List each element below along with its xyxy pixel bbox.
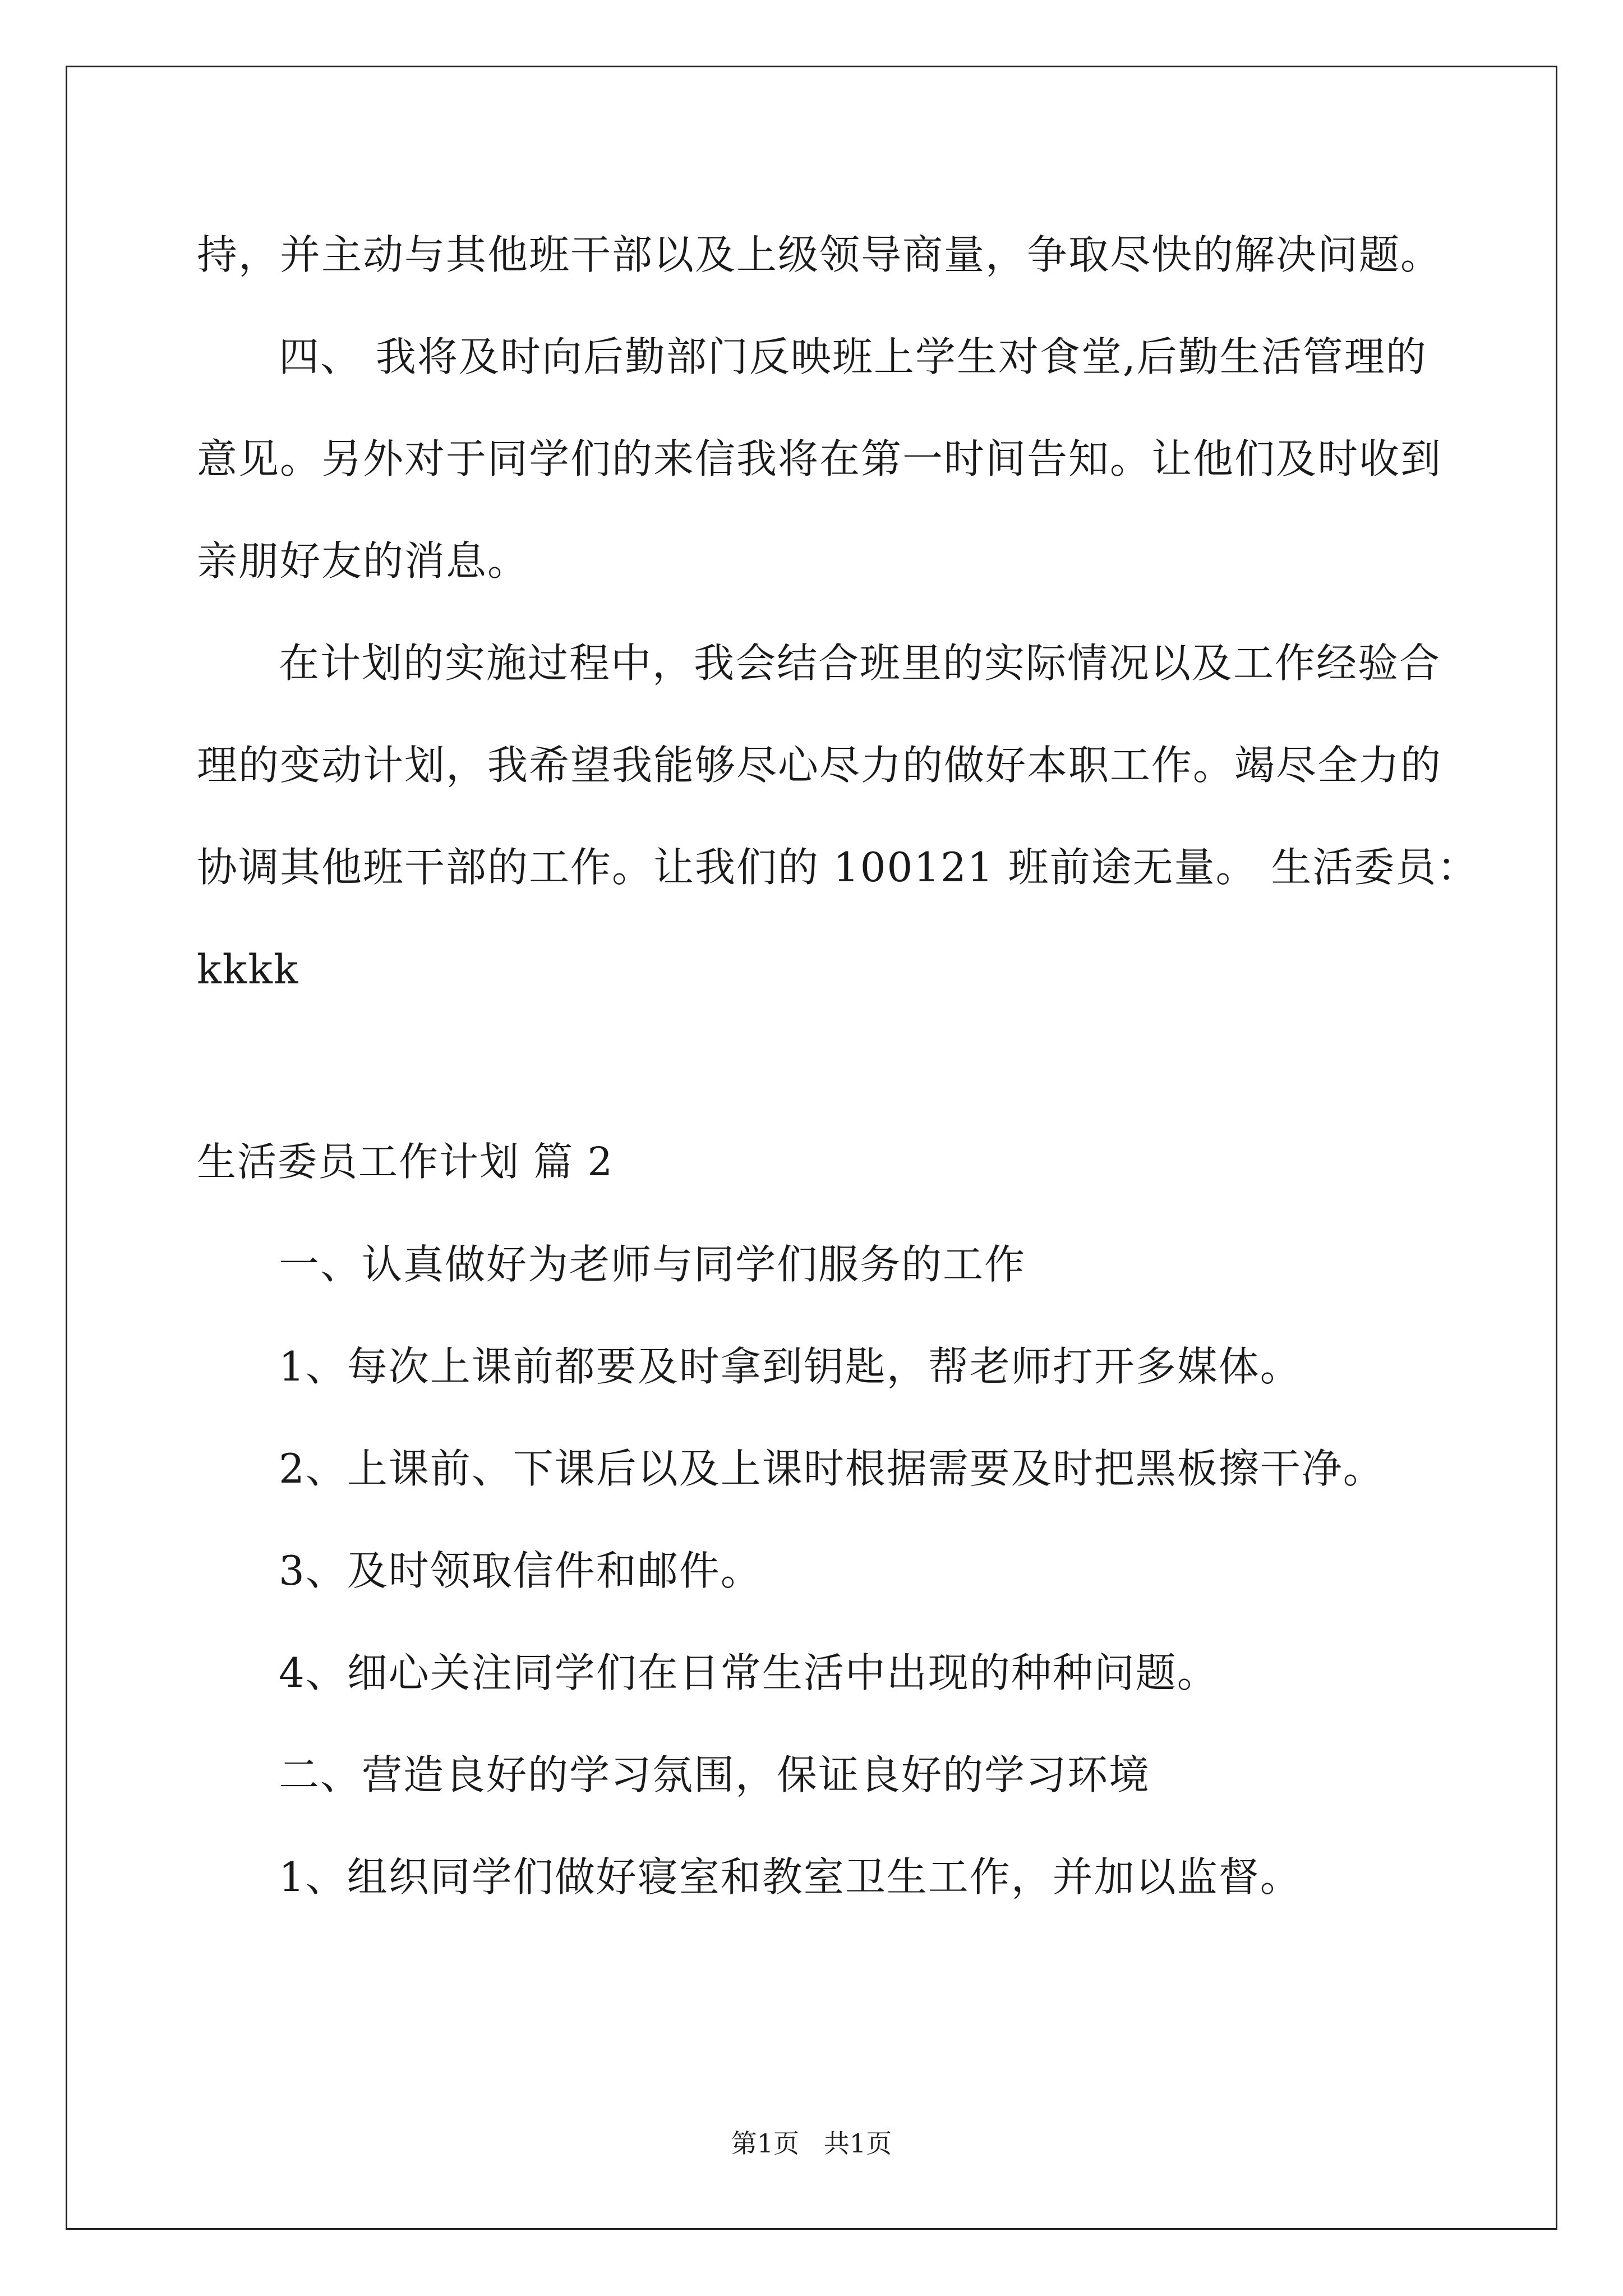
section-line-5: 4、细心关注同学们在日常生活中出现的种种问题。 xyxy=(279,1649,1219,1696)
section-title: 生活委员工作计划 篇 2 xyxy=(197,1139,614,1185)
body-line-1: 持，并主动与其他班干部以及上级领导商量，争取尽快的解决问题。 xyxy=(197,231,1442,278)
section-line-4: 3、及时领取信件和邮件。 xyxy=(279,1547,762,1594)
body-line-4: 亲朋好友的消息。 xyxy=(197,537,529,585)
body-line-2: 四、 我将及时向后勤部门反映班上学生对食堂,后勤生活管理的 xyxy=(279,333,1427,380)
section-line-7: 1、组织同学们做好寝室和教室卫生工作，并加以监督。 xyxy=(279,1853,1302,1901)
body-line-3: 意见。另外对于同学们的来信我将在第一时间告知。让他们及时收到 xyxy=(197,435,1442,482)
body-line-5: 在计划的实施过程中，我会结合班里的实际情况以及工作经验合 xyxy=(279,639,1441,687)
page-footer: 第1页 共1页 xyxy=(731,2128,892,2159)
body-line-7: 协调其他班干部的工作。让我们的 100121 班前途无量。 生活委员： xyxy=(197,844,1479,891)
body-line-6: 理的变动计划，我希望我能够尽心尽力的做好本职工作。竭尽全力的 xyxy=(197,742,1442,789)
section-line-1: 一、认真做好为老师与同学们服务的工作 xyxy=(279,1241,1026,1288)
section-line-6: 二、营造良好的学习氛围，保证良好的学习环境 xyxy=(279,1751,1151,1798)
section-line-2: 1、每次上课前都要及时拿到钥匙，帮老师打开多媒体。 xyxy=(279,1343,1302,1390)
body-line-8: kkkk xyxy=(197,946,299,993)
section-line-3: 2、上课前、下课后以及上课时根据需要及时把黑板擦干净。 xyxy=(279,1445,1385,1492)
